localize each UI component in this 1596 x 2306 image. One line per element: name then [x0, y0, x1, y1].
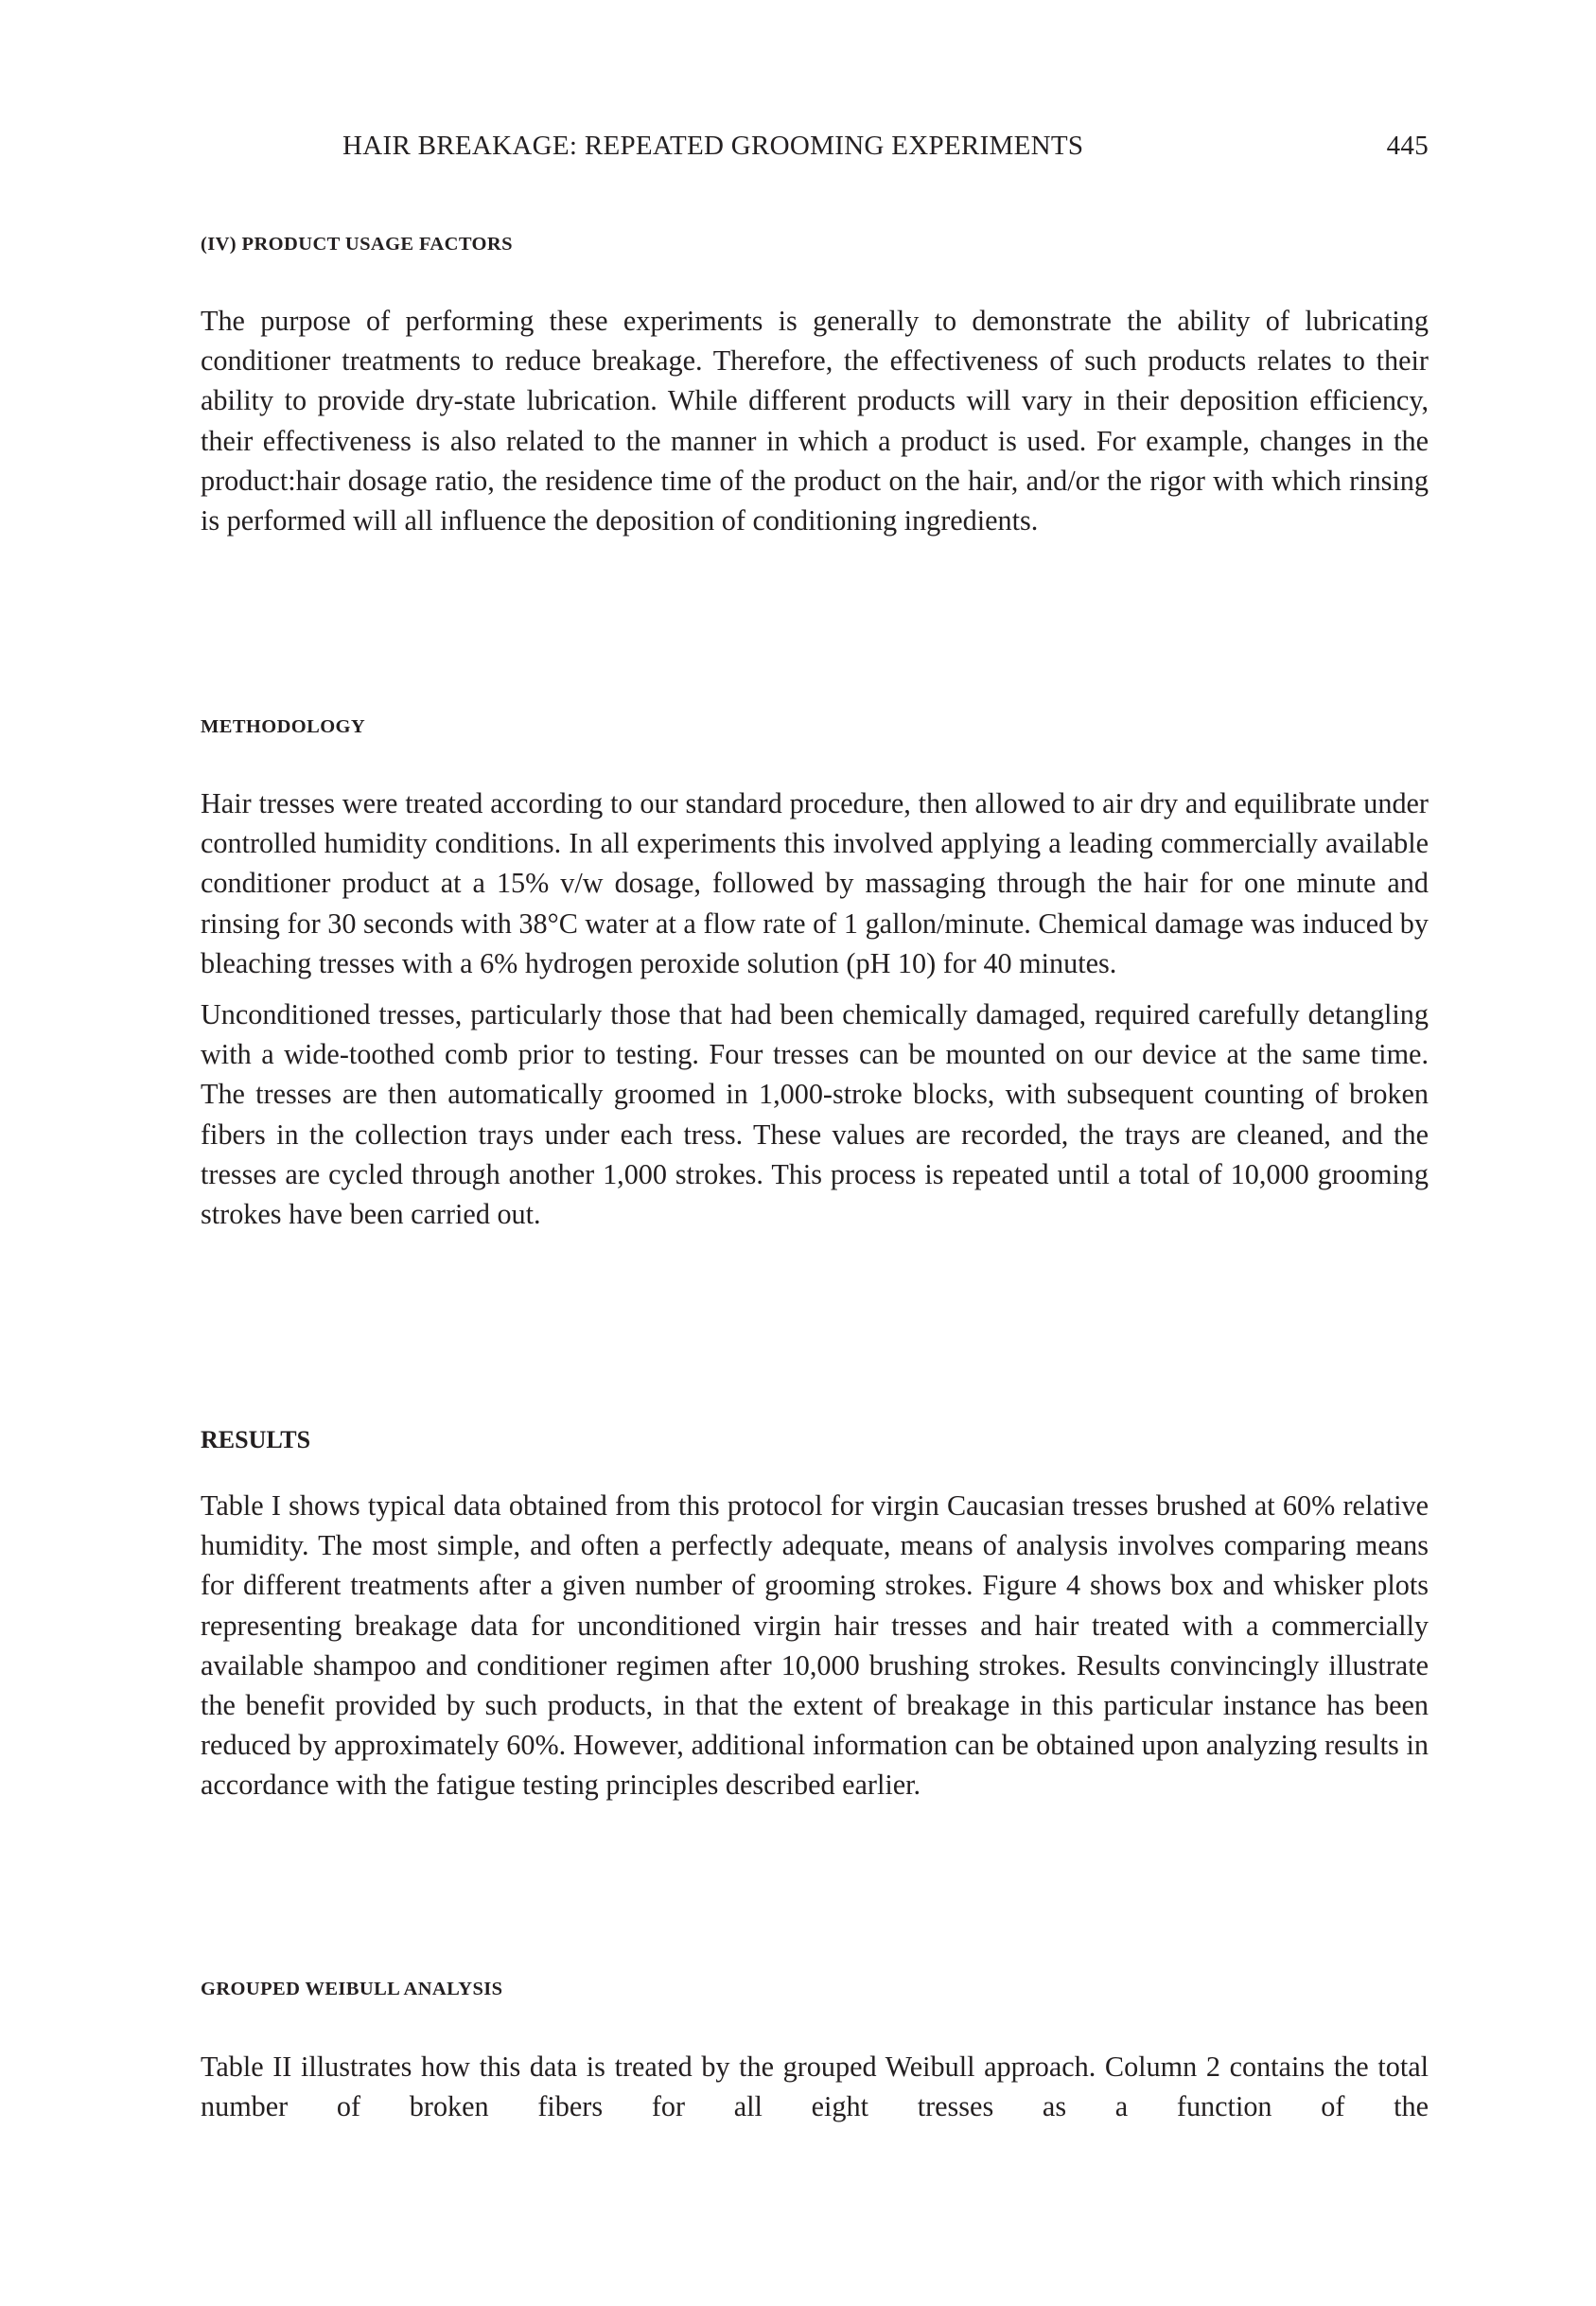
section-methodology: [201, 716, 1429, 738]
paragraph: Table I shows typical data obtained from this protocol for virgin Caucasian tresses brushed at 60% relative humidity. The most simple, and often a perfectly adequate, means of analysis involves comparing means for different treatments after a given number of grooming strokes. Figure 4 shows box and whisker plots representing breakage data for unconditioned virgin hair tresses and hair treated with a commercially available shampoo and conditioner regimen after 10,000 brushing strokes. Results convincingly illustrate the benefit provided by such products, in that the extent of breakage in this particular instance has been reduced by approximately 60%. However, additional information can be obtained upon analyzing results in accordance with the fatigue testing principles described earlier.: [201, 1489, 1429, 1802]
section-product-usage: [201, 234, 1429, 255]
section-heading-product-usage: (IV) PRODUCT USAGE FACTORS: [201, 234, 513, 255]
methodology-body: [201, 783, 1429, 1234]
product-usage-body: [201, 301, 1429, 540]
paragraph: The purpose of performing these experiments is generally to demonstrate the ability of lubricating conditioner treatments to reduce breakage. Therefore, the effectiveness of such products relates to their ability to provide dry-state lubrication. While different products will vary in their deposition efficiency, their effectiveness is also related to the manner in which a product is used. For example, changes in the product:hair dosage ratio, the residence time of the product on the hair, and/or the rigor with which rinsing is performed will all influence the deposition of conditioning ingredients.: [201, 305, 1429, 537]
paragraph: Table II illustrates how this data is treated by the grouped Weibull approach. Column 2 contains the total number of broken fibers for all eight tresses as a function of the: [201, 2051, 1429, 2123]
grouped-weibull-body: [201, 2047, 1429, 2126]
section-heading-results: RESULTS: [201, 1426, 311, 1453]
running-header: [342, 131, 1429, 168]
page-number: 445: [1386, 131, 1429, 161]
section-grouped-weibull: [201, 1979, 1429, 2000]
section-heading-grouped-weibull: GROUPED WEIBULL ANALYSIS: [201, 1979, 503, 1999]
paragraph: Hair tresses were treated according to our standard procedure, then allowed to air dry and equilibrate under controlled humidity conditions. In all experiments this involved applying a leading commercially available conditioner product at a 15% v/w dosage, followed by massaging through the hair for one minute and rinsing for 30 seconds with 38°C water at a flow rate of 1 gallon/minute. Chemical damage was induced by bleaching tresses with a 6% hydrogen peroxide solution (pH 10) for 40 minutes.: [201, 787, 1429, 979]
results-body: [201, 1486, 1429, 1805]
section-heading-methodology: METHODOLOGY: [201, 716, 366, 737]
paragraph: Unconditioned tresses, particularly those that had been chemically damaged, required carefully detangling with a wide-toothed comb prior to testing. Four tresses can be mounted on our device at the same time. The tresses are then automatically groomed in 1,000-stroke blocks, with subsequent counting of broken fibers in the collection trays under each tress. These values are recorded, the trays are cleaned, and the tresses are cycled through another 1,000 strokes. This process is repeated until a total of 10,000 grooming strokes have been carried out.: [201, 998, 1429, 1231]
running-title: HAIR BREAKAGE: REPEATED GROOMING EXPERIMENTS: [342, 131, 1084, 161]
section-results: [201, 1426, 1429, 1454]
